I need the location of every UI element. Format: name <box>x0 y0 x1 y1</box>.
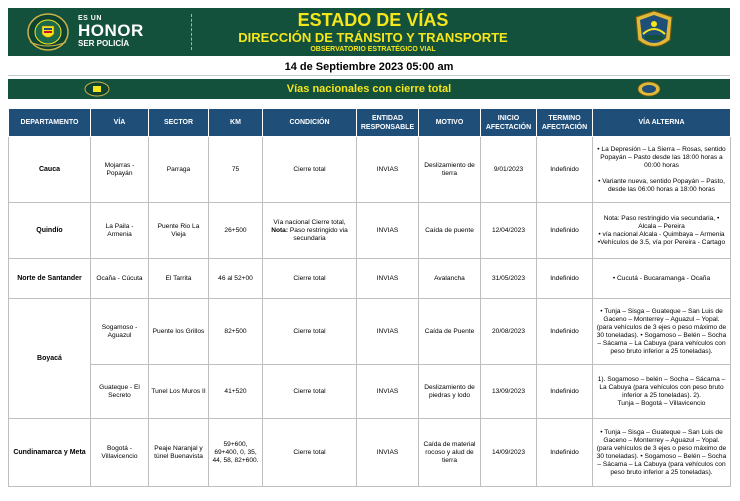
cell-entidad: INVIAS <box>357 419 419 487</box>
header-divider <box>191 14 192 50</box>
cell-condicion: Cierre total <box>263 137 357 203</box>
cell-sector: Puente Rio La Vieja <box>149 203 209 259</box>
table-header-row <box>9 109 731 137</box>
cell-termino: Indefinido <box>537 365 593 419</box>
column-header-inicio: INICIO AFECTACIÓN <box>481 109 537 137</box>
column-header-via-alterna: VÍA ALTERNA <box>593 109 731 137</box>
cell-motivo: Deslizamiento de tierra <box>419 137 481 203</box>
cell-km: 59+600, 69+400, 0, 35, 44, 58, 82+600. <box>209 419 263 487</box>
cell-departamento: Quindío <box>9 203 91 259</box>
column-header-motivo: MOTIVO <box>419 109 481 137</box>
cell-sector: El Tarrita <box>149 259 209 299</box>
column-header-sector: SECTOR <box>149 109 209 137</box>
cell-via-alterna: • Tunja – Sisga – Guateque – San Luis de Gaceno – Monterrey – Aguazul – Yopal. (para vehículos de 3 ejes o peso máximo de 30 toneladas). • Sogamoso – Belén – Socha – Sácama – La Cabuya (para vehículos con peso bruto inferior a 25 toneladas). <box>593 299 731 365</box>
cell-entidad: INVIAS <box>357 259 419 299</box>
motto-line-1: ES UN <box>78 15 102 22</box>
cell-departamento: Norte de Santander <box>9 259 91 299</box>
observatory-label: OBSERVATORIO ESTRATÉGICO VIAL <box>310 46 436 53</box>
cell-departamento: Cundinamarca y Meta <box>9 419 91 487</box>
cell-departamento: Boyacá <box>9 299 91 419</box>
column-header-termino: TERMINO AFECTACIÓN <box>537 109 593 137</box>
cell-sector: Peaje Naranjal y túnel Buenavista <box>149 419 209 487</box>
cell-condicion <box>263 203 357 259</box>
cell-entidad: INVIAS <box>357 137 419 203</box>
cell-sector: Parraga <box>149 137 209 203</box>
cell-motivo: Caída de puente <box>419 203 481 259</box>
condicion-note-label: Nota: <box>271 226 289 234</box>
cell-sector: Tunel Los Muros II <box>149 365 209 419</box>
cell-termino: Indefinido <box>537 203 593 259</box>
traffic-emblem-small-icon <box>636 81 662 97</box>
police-shield-logo-icon <box>26 12 70 52</box>
cell-inicio: 12/04/2023 <box>481 203 537 259</box>
page-subtitle: DIRECCIÓN DE TRÁNSITO Y TRANSPORTE <box>238 30 508 45</box>
report-date: 14 de Septiembre 2023 05:00 am <box>8 58 730 76</box>
cell-condicion: Cierre total <box>263 299 357 365</box>
section-title: Vías nacionales con cierre total <box>286 83 452 95</box>
cell-termino: Indefinido <box>537 259 593 299</box>
cell-departamento: Cauca <box>9 137 91 203</box>
table-row <box>9 137 731 203</box>
table-row <box>9 299 731 365</box>
cell-inicio: 14/09/2023 <box>481 419 537 487</box>
table-row <box>9 365 731 419</box>
cell-via: Mojarras - Popayán <box>91 137 149 203</box>
cell-via: Bogotá - Villavicencio <box>91 419 149 487</box>
cell-termino: Indefinido <box>537 299 593 365</box>
cell-inicio: 31/05/2023 <box>481 259 537 299</box>
column-header-condicion: CONDICIÓN <box>263 109 357 137</box>
cell-km: 75 <box>209 137 263 203</box>
cell-entidad: INVIAS <box>357 365 419 419</box>
cell-via: Ocaña - Cúcuta <box>91 259 149 299</box>
cell-via: Sogamoso - Aguazul <box>91 299 149 365</box>
cell-termino: Indefinido <box>537 419 593 487</box>
column-header-km: KM <box>209 109 263 137</box>
cell-sector: Puente los Grillos <box>149 299 209 365</box>
cell-via: Guateque - El Secreto <box>91 365 149 419</box>
cell-motivo: Deslizamiento de piedras y lodo <box>419 365 481 419</box>
cell-motivo: Caída de Puente <box>419 299 481 365</box>
cell-motivo: Caída de material rocoso y alud de tierra <box>419 419 481 487</box>
traffic-directorate-badge-icon <box>634 10 674 54</box>
cell-inicio: 13/09/2023 <box>481 365 537 419</box>
column-header-via: VÍA <box>91 109 149 137</box>
page-title: ESTADO DE VÍAS <box>297 10 449 30</box>
cell-condicion: Cierre total <box>263 365 357 419</box>
cell-entidad: INVIAS <box>357 299 419 365</box>
closures-table <box>8 108 731 487</box>
cell-km: 82+500 <box>209 299 263 365</box>
cell-via-alterna: • La Depresión – La Sierra – Rosas, sentido Popayán – Pasto desde las 18:00 horas a 00:00 horas • Variante nueva, sentido Popayán – Pasto, desde las 06:00 horas a 18:00 horas <box>593 137 731 203</box>
cell-motivo: Avalancha <box>419 259 481 299</box>
cell-condicion: Cierre total <box>263 419 357 487</box>
section-header <box>8 79 730 99</box>
cell-km: 46 al 52+00 <box>209 259 263 299</box>
closures-table-wrapper <box>8 108 730 487</box>
header-title-block <box>198 10 548 54</box>
header-banner <box>8 8 730 56</box>
table-row <box>9 203 731 259</box>
table-row <box>9 419 731 487</box>
cell-inicio: 9/01/2023 <box>481 137 537 203</box>
condicion-note: Paso restringido via secundaria <box>288 226 348 242</box>
cell-via-alterna: 1). Sogamoso – belén – Socha – Sácama – La Cabuya (para vehículos con peso bruto inferior a 25 toneladas). 2). Tunja – Bogotá – Villavicencio <box>593 365 731 419</box>
condicion-text: Vía nacional Cierre total, <box>273 218 346 226</box>
column-header-departamento: DEPARTAMENTO <box>9 109 91 137</box>
motto-line-2: HONOR <box>78 21 144 40</box>
cell-condicion: Cierre total <box>263 259 357 299</box>
cell-via-alterna: • Tunja – Sisga – Guateque – San Luis de Gaceno – Monterrey – Aguazul – Yopal. (para vehículos de 3 ejes o peso máximo de 30 toneladas). • Sogamoso – Belén – Socha – Sácama – La Cabuya (para vehículos con peso bruto inferior a 25 toneladas). <box>593 419 731 487</box>
motto-line-3: SER POLICÍA <box>78 39 130 48</box>
cell-km: 41+520 <box>209 365 263 419</box>
cell-termino: Indefinido <box>537 137 593 203</box>
cell-km: 26+500 <box>209 203 263 259</box>
column-header-entidad: ENTIDAD RESPONSABLE <box>357 109 419 137</box>
cell-via-alterna: Nota: Paso restringido via secundaria, • Alcala – Pereira • vía nacional Alcala - Quimbaya – Armenia •Vehículos de 3.5, vía por Pereira - Cartago <box>593 203 731 259</box>
table-row <box>9 259 731 299</box>
cell-via-alterna: • Cucutá - Bucaramanga - Ocaña <box>593 259 731 299</box>
cell-inicio: 20/08/2023 <box>481 299 537 365</box>
motto <box>78 15 158 48</box>
cell-entidad: INVIAS <box>357 203 419 259</box>
cell-via: La Paila - Armenia <box>91 203 149 259</box>
